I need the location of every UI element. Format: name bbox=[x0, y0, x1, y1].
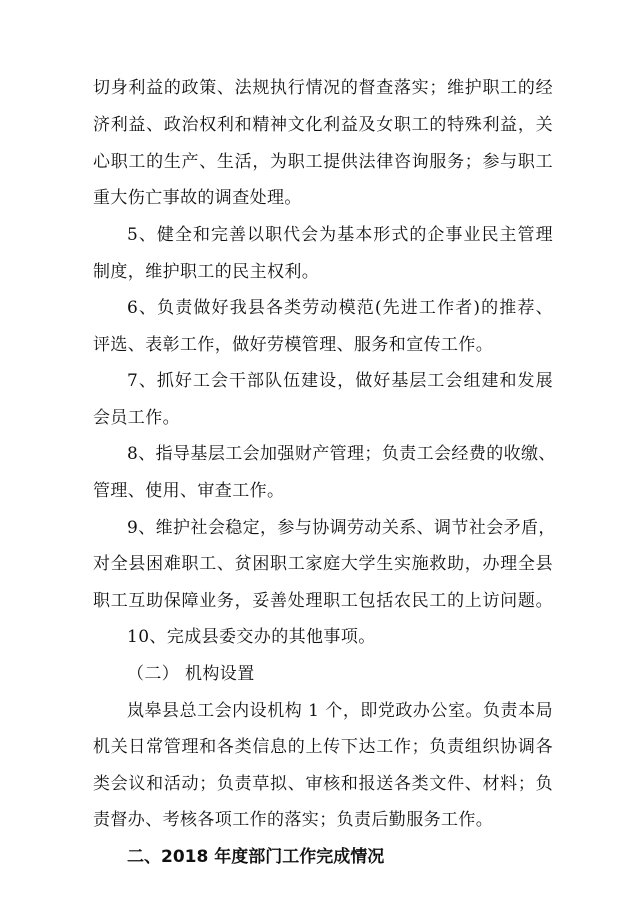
paragraph-line: 8、指导基层工会加强财产管理；负责工会经费的收缴、 bbox=[127, 444, 556, 464]
paragraph-line: 10、完成县委交办的其他事项。 bbox=[127, 627, 376, 647]
paragraph-line: 5、健全和完善以职代会为基本形式的企事业民主管理 bbox=[127, 225, 553, 245]
paragraph-line: 切身利益的政策、法规执行情况的督查落实；维护职工的经 bbox=[93, 78, 553, 98]
paragraph-line: 责督办、考核各项工作的落实；负责后勤服务工作。 bbox=[93, 810, 494, 830]
paragraph-line: 评选、表彰工作，做好劳模管理、服务和宣传工作。 bbox=[93, 335, 494, 355]
paragraph-line: 职工互助保障业务，妥善处理职工包括农民工的上访问题。 bbox=[93, 591, 553, 611]
paragraph-line: 管理、使用、审查工作。 bbox=[93, 481, 285, 501]
paragraph-line: 心职工的生产、生活，为职工提供法律咨询服务；参与职工 bbox=[93, 152, 553, 172]
paragraph-line: 岚皋县总工会内设机构 1 个，即党政办公室。负责本局 bbox=[127, 701, 553, 721]
subsection-heading: （二） 机构设置 bbox=[127, 664, 255, 684]
paragraph-line: 重大伤亡事故的调查处理。 bbox=[93, 188, 302, 208]
paragraph-line: 济利益、政治权利和精神文化利益及女职工的特殊利益，关 bbox=[93, 115, 553, 135]
paragraph-line: 对全县困难职工、贫困职工家庭大学生实施救助，办理全县 bbox=[93, 554, 553, 574]
paragraph-line: 制度，维护职工的民主权利。 bbox=[93, 262, 320, 282]
paragraph-line: 类会议和活动；负责草拟、审核和报送各类文件、材料；负 bbox=[93, 774, 553, 794]
paragraph-line: 6、负责做好我县各类劳动模范(先进工作者)的推荐、 bbox=[127, 298, 553, 318]
paragraph-line: 会员工作。 bbox=[93, 408, 180, 428]
paragraph-line: 9、维护社会稳定，参与协调劳动关系、调节社会矛盾， bbox=[127, 518, 556, 538]
section-heading: 二、2018 年度部门工作完成情况 bbox=[127, 847, 385, 867]
paragraph-line: 7、抓好工会干部队伍建设，做好基层工会组建和发展 bbox=[127, 371, 553, 391]
paragraph-line: 机关日常管理和各类信息的上传下达工作；负责组织协调各 bbox=[93, 737, 553, 757]
